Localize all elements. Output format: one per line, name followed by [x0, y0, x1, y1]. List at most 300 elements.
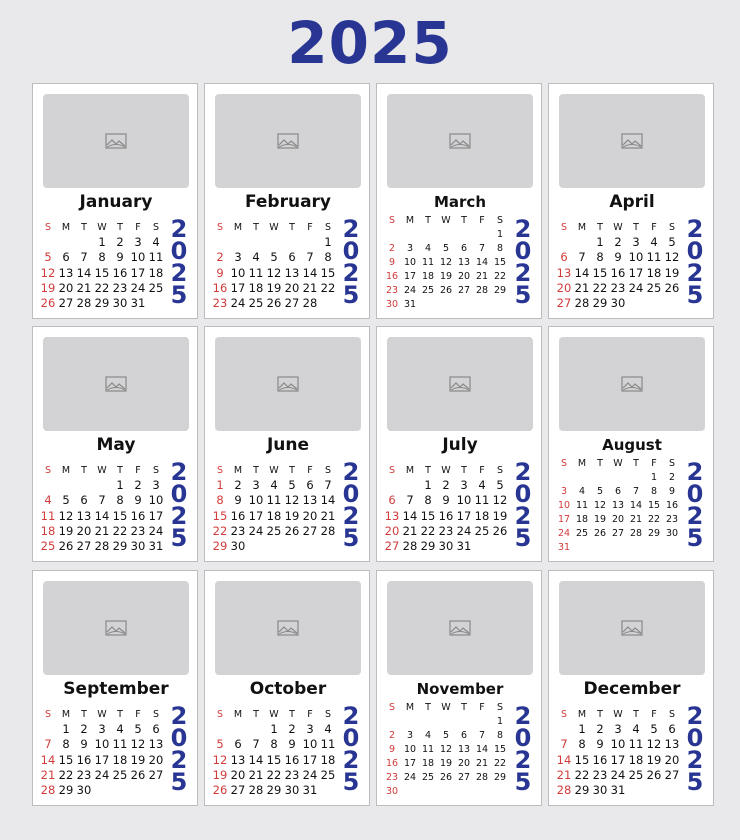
- day-cell: 20: [457, 758, 471, 769]
- month-day-grid: [39, 463, 165, 554]
- weekday-label: T: [289, 709, 295, 720]
- day-cell: 10: [403, 744, 417, 755]
- day-cell: [419, 715, 437, 729]
- month-day-grid: [39, 707, 165, 798]
- day-cell: 22: [647, 514, 661, 525]
- vertical-year: [169, 215, 189, 309]
- day-cell: [455, 785, 473, 799]
- month-card-august: [548, 326, 714, 562]
- day-cell: 24: [557, 528, 571, 539]
- weekday-label: T: [633, 709, 639, 720]
- day-cell: 31: [403, 299, 417, 310]
- day-cell: [555, 235, 573, 250]
- year-digit: 2: [514, 215, 532, 243]
- week-row: [383, 478, 509, 493]
- day-cell: 22: [493, 758, 507, 769]
- day-cell: 28: [302, 295, 318, 310]
- week-row: [211, 753, 337, 768]
- day-cell: 12: [266, 265, 282, 280]
- day-cell: 8: [496, 243, 504, 254]
- year-digit: 5: [170, 281, 188, 309]
- weekday-header: [383, 214, 509, 228]
- year-digit: 0: [170, 237, 188, 265]
- weekday-label: F: [651, 709, 657, 720]
- week-row: [383, 715, 509, 729]
- month-name: November: [416, 680, 504, 698]
- image-placeholder-icon: [277, 620, 299, 636]
- day-cell: 28: [94, 538, 110, 553]
- day-cell: 5: [216, 737, 224, 752]
- day-cell: 21: [76, 280, 92, 295]
- weekday-label: S: [388, 702, 396, 713]
- day-cell: 2: [134, 478, 142, 493]
- weekday-header: [555, 220, 681, 235]
- day-cell: 21: [94, 523, 110, 538]
- day-cell: [591, 471, 609, 485]
- day-cell: 7: [578, 250, 586, 265]
- day-cell: 14: [556, 752, 572, 767]
- year-digit: 2: [342, 259, 360, 287]
- day-cell: [627, 296, 645, 311]
- day-cell: 21: [574, 280, 590, 295]
- day-cell: 14: [574, 265, 590, 280]
- day-cell: 26: [130, 767, 146, 782]
- day-cell: 3: [560, 486, 568, 497]
- day-cell: [437, 228, 455, 242]
- day-cell: 8: [324, 250, 332, 265]
- week-row: [211, 493, 337, 508]
- day-cell: 3: [406, 243, 414, 254]
- day-cell: 26: [646, 767, 662, 782]
- day-cell: 19: [646, 752, 662, 767]
- month-name: June: [266, 435, 310, 455]
- day-cell: 27: [230, 782, 246, 797]
- day-cell: 27: [457, 772, 471, 783]
- day-cell: 18: [421, 758, 435, 769]
- weekday-label: S: [668, 709, 676, 720]
- week-row: [383, 493, 509, 508]
- weekday-label: T: [425, 215, 431, 226]
- day-cell: 28: [40, 782, 56, 797]
- month-card-march: [376, 83, 542, 319]
- day-cell: 29: [420, 538, 436, 553]
- day-cell: 6: [560, 250, 568, 265]
- day-cell: [419, 228, 437, 242]
- day-cell: 12: [40, 265, 56, 280]
- day-cell: 18: [320, 752, 336, 767]
- weekday-label: M: [405, 215, 415, 226]
- year-digit: 5: [342, 281, 360, 309]
- year-digit: 0: [514, 237, 532, 265]
- day-cell: [455, 228, 473, 242]
- day-cell: 1: [496, 229, 504, 240]
- day-cell: 7: [252, 737, 260, 752]
- week-row: [211, 296, 337, 311]
- day-cell: 6: [288, 250, 296, 265]
- photo-placeholder: [215, 94, 361, 188]
- week-row: [211, 281, 337, 296]
- day-cell: [319, 783, 337, 798]
- day-cell: 23: [610, 280, 626, 295]
- day-cell: [265, 539, 283, 554]
- day-cell: 27: [664, 767, 680, 782]
- week-row: [383, 228, 509, 242]
- day-cell: 6: [152, 722, 160, 737]
- day-cell: 22: [420, 523, 436, 538]
- day-cell: 16: [284, 752, 300, 767]
- day-cell: [663, 783, 681, 798]
- day-cell: [491, 785, 509, 799]
- day-cell: 19: [593, 514, 607, 525]
- weekday-label: W: [269, 709, 279, 720]
- day-cell: 28: [76, 295, 92, 310]
- weekday-label: F: [479, 215, 485, 226]
- day-cell: 6: [80, 493, 88, 508]
- week-row: [39, 509, 165, 524]
- weekday-label: M: [577, 222, 587, 233]
- day-cell: 30: [230, 538, 246, 553]
- day-cell: [229, 722, 247, 737]
- day-cell: 21: [402, 523, 418, 538]
- vertical-year: [341, 458, 361, 552]
- day-cell: 5: [270, 250, 278, 265]
- day-cell: [111, 783, 129, 798]
- day-cell: 11: [112, 737, 128, 752]
- day-cell: 24: [456, 523, 472, 538]
- day-cell: 18: [628, 752, 644, 767]
- day-cell: 28: [248, 782, 264, 797]
- day-cell: 9: [596, 737, 604, 752]
- day-cell: [437, 298, 455, 312]
- day-cell: 5: [650, 722, 658, 737]
- weekday-label: M: [405, 465, 415, 476]
- day-cell: 9: [288, 737, 296, 752]
- day-cell: 17: [403, 271, 417, 282]
- day-cell: 17: [456, 508, 472, 523]
- year-digit: 2: [170, 458, 188, 486]
- year-digit: 0: [170, 480, 188, 508]
- day-cell: 15: [574, 752, 590, 767]
- month-name: April: [609, 192, 655, 212]
- month-name: December: [583, 679, 681, 699]
- vertical-year: [341, 215, 361, 309]
- day-cell: 20: [384, 523, 400, 538]
- day-cell: 30: [592, 782, 608, 797]
- day-cell: 14: [302, 265, 318, 280]
- day-cell: 26: [593, 528, 607, 539]
- week-row: [555, 722, 681, 737]
- day-cell: 14: [76, 265, 92, 280]
- weekday-label: M: [405, 702, 415, 713]
- day-cell: 4: [252, 250, 260, 265]
- day-cell: 31: [557, 542, 571, 553]
- weekday-label: T: [253, 465, 259, 476]
- vertical-year: [685, 458, 705, 552]
- day-cell: 29: [592, 295, 608, 310]
- weekday-header: [39, 463, 165, 478]
- day-cell: 3: [306, 722, 314, 737]
- day-cell: [437, 715, 455, 729]
- day-cell: 19: [284, 508, 300, 523]
- day-cell: 9: [234, 493, 242, 508]
- weekday-label: F: [479, 702, 485, 713]
- day-cell: [93, 783, 111, 798]
- week-row: [555, 266, 681, 281]
- day-cell: 8: [216, 493, 224, 508]
- year-digit: 5: [170, 768, 188, 796]
- day-cell: 10: [610, 737, 626, 752]
- year-digit: 2: [170, 215, 188, 243]
- year-digit: 2: [514, 458, 532, 486]
- weekday-label: S: [152, 465, 160, 476]
- week-row: [211, 539, 337, 554]
- month-name: February: [244, 192, 332, 212]
- day-cell: 4: [424, 730, 432, 741]
- day-cell: 15: [212, 508, 228, 523]
- image-placeholder-icon: [449, 376, 471, 392]
- year-digit: 2: [170, 702, 188, 730]
- vertical-year: [169, 458, 189, 552]
- day-cell: 7: [306, 250, 314, 265]
- year-digit: 2: [170, 259, 188, 287]
- day-cell: [609, 541, 627, 555]
- year-digit: 2: [514, 746, 532, 774]
- photo-placeholder: [387, 581, 533, 675]
- day-cell: 1: [650, 472, 658, 483]
- month-day-grid: [211, 463, 337, 554]
- weekday-label: M: [577, 458, 587, 469]
- weekday-label: F: [651, 458, 657, 469]
- week-row: [39, 783, 165, 798]
- weekday-label: M: [61, 709, 71, 720]
- day-cell: 6: [62, 250, 70, 265]
- weekday-label: F: [307, 465, 313, 476]
- day-cell: 23: [130, 523, 146, 538]
- weekday-label: S: [324, 222, 332, 233]
- day-cell: 7: [324, 478, 332, 493]
- month-name: September: [63, 679, 169, 699]
- vertical-year: [685, 702, 705, 796]
- month-name: January: [79, 192, 153, 212]
- weekday-label: T: [117, 709, 123, 720]
- day-cell: 23: [112, 280, 128, 295]
- year-digit: 5: [170, 524, 188, 552]
- day-cell: 19: [266, 280, 282, 295]
- day-cell: 15: [320, 265, 336, 280]
- month-day-grid: [555, 457, 681, 555]
- day-cell: 4: [324, 722, 332, 737]
- day-cell: 24: [403, 772, 417, 783]
- day-cell: 21: [320, 508, 336, 523]
- week-row: [39, 266, 165, 281]
- day-cell: 16: [610, 265, 626, 280]
- day-cell: 29: [94, 295, 110, 310]
- day-cell: [401, 478, 419, 493]
- week-row: [555, 527, 681, 541]
- day-cell: 28: [475, 285, 489, 296]
- day-cell: 26: [266, 295, 282, 310]
- year-digit: 0: [686, 724, 704, 752]
- day-cell: 4: [270, 478, 278, 493]
- day-cell: 25: [628, 767, 644, 782]
- weekday-label: S: [496, 465, 504, 476]
- day-cell: 21: [556, 767, 572, 782]
- day-cell: 8: [116, 493, 124, 508]
- day-cell: 16: [665, 500, 679, 511]
- day-cell: 7: [632, 486, 640, 497]
- day-cell: [383, 478, 401, 493]
- month-card-may: [32, 326, 198, 562]
- day-cell: 19: [58, 523, 74, 538]
- day-cell: 1: [216, 478, 224, 493]
- week-row: [211, 509, 337, 524]
- day-cell: 29: [112, 538, 128, 553]
- day-cell: [591, 541, 609, 555]
- weekday-label: T: [81, 465, 87, 476]
- month-name: July: [442, 435, 478, 455]
- weekday-label: F: [307, 709, 313, 720]
- day-cell: 2: [614, 235, 622, 250]
- day-cell: 27: [302, 523, 318, 538]
- day-cell: 25: [421, 772, 435, 783]
- day-cell: 9: [388, 257, 396, 268]
- day-cell: 2: [216, 250, 224, 265]
- day-cell: 11: [148, 250, 164, 265]
- day-cell: 9: [668, 486, 676, 497]
- vertical-year: [513, 702, 533, 796]
- week-row: [39, 768, 165, 783]
- day-cell: [555, 471, 573, 485]
- day-cell: 24: [302, 767, 318, 782]
- week-row: [39, 493, 165, 508]
- day-cell: 21: [629, 514, 643, 525]
- day-cell: [473, 715, 491, 729]
- day-cell: [57, 478, 75, 493]
- weekday-label: T: [289, 465, 295, 476]
- day-cell: 23: [230, 523, 246, 538]
- day-cell: 13: [611, 500, 625, 511]
- day-cell: 22: [493, 271, 507, 282]
- month-day-grid: [211, 220, 337, 311]
- week-row: [211, 478, 337, 493]
- day-cell: 7: [406, 493, 414, 508]
- day-cell: [39, 722, 57, 737]
- photo-placeholder: [559, 94, 705, 188]
- day-cell: 20: [611, 514, 625, 525]
- day-cell: 23: [212, 295, 228, 310]
- day-cell: 17: [302, 752, 318, 767]
- day-cell: 12: [130, 737, 146, 752]
- day-cell: 25: [148, 280, 164, 295]
- month-card-april: [548, 83, 714, 319]
- day-cell: 15: [58, 752, 74, 767]
- day-cell: 6: [388, 493, 396, 508]
- day-cell: [573, 235, 591, 250]
- weekday-label: T: [461, 702, 467, 713]
- weekday-label: W: [97, 709, 107, 720]
- day-cell: 29: [266, 782, 282, 797]
- weekday-label: W: [97, 465, 107, 476]
- day-cell: [473, 298, 491, 312]
- day-cell: 16: [212, 280, 228, 295]
- weekday-label: T: [81, 222, 87, 233]
- month-card-june: [204, 326, 370, 562]
- day-cell: 5: [62, 493, 70, 508]
- year-digit: 5: [514, 281, 532, 309]
- day-cell: 22: [112, 523, 128, 538]
- weekday-label: T: [117, 465, 123, 476]
- day-cell: [383, 715, 401, 729]
- day-cell: 6: [306, 478, 314, 493]
- day-cell: [401, 715, 419, 729]
- week-row: [555, 737, 681, 752]
- day-cell: [645, 541, 663, 555]
- day-cell: [57, 235, 75, 250]
- month-day-grid: [555, 220, 681, 311]
- weekday-label: S: [152, 709, 160, 720]
- day-cell: [473, 539, 491, 554]
- day-cell: 8: [98, 250, 106, 265]
- day-cell: 15: [266, 752, 282, 767]
- day-cell: 13: [148, 737, 164, 752]
- day-cell: 29: [647, 528, 661, 539]
- day-cell: 19: [212, 767, 228, 782]
- day-cell: 17: [94, 752, 110, 767]
- year-digit: 5: [514, 524, 532, 552]
- day-cell: 29: [58, 782, 74, 797]
- day-cell: 4: [116, 722, 124, 737]
- day-cell: 22: [212, 523, 228, 538]
- day-cell: 16: [130, 508, 146, 523]
- day-cell: 13: [230, 752, 246, 767]
- day-cell: 17: [130, 265, 146, 280]
- year-digit: 5: [686, 524, 704, 552]
- day-cell: [627, 783, 645, 798]
- day-cell: 9: [442, 493, 450, 508]
- image-placeholder-icon: [105, 620, 127, 636]
- weekday-label: S: [496, 702, 504, 713]
- weekday-label: W: [97, 222, 107, 233]
- weekday-label: S: [216, 709, 224, 720]
- day-cell: 15: [420, 508, 436, 523]
- day-cell: 30: [76, 782, 92, 797]
- day-cell: 31: [610, 782, 626, 797]
- year-digit: 2: [514, 502, 532, 530]
- day-cell: 26: [284, 523, 300, 538]
- month-card-november: [376, 570, 542, 806]
- month-day-grid: [211, 707, 337, 798]
- month-card-july: [376, 326, 542, 562]
- day-cell: 3: [152, 478, 160, 493]
- week-row: [555, 513, 681, 527]
- day-cell: 18: [646, 265, 662, 280]
- day-cell: [211, 722, 229, 737]
- day-cell: 25: [320, 767, 336, 782]
- day-cell: 28: [556, 782, 572, 797]
- day-cell: 5: [134, 722, 142, 737]
- day-cell: 2: [442, 478, 450, 493]
- day-cell: 13: [284, 265, 300, 280]
- day-cell: 5: [596, 486, 604, 497]
- day-cell: 22: [592, 280, 608, 295]
- year-digit: 2: [170, 502, 188, 530]
- weekday-label: S: [44, 222, 52, 233]
- day-cell: [573, 541, 591, 555]
- day-cell: 25: [266, 523, 282, 538]
- day-cell: 7: [560, 737, 568, 752]
- day-cell: 30: [438, 538, 454, 553]
- vertical-year: [513, 215, 533, 309]
